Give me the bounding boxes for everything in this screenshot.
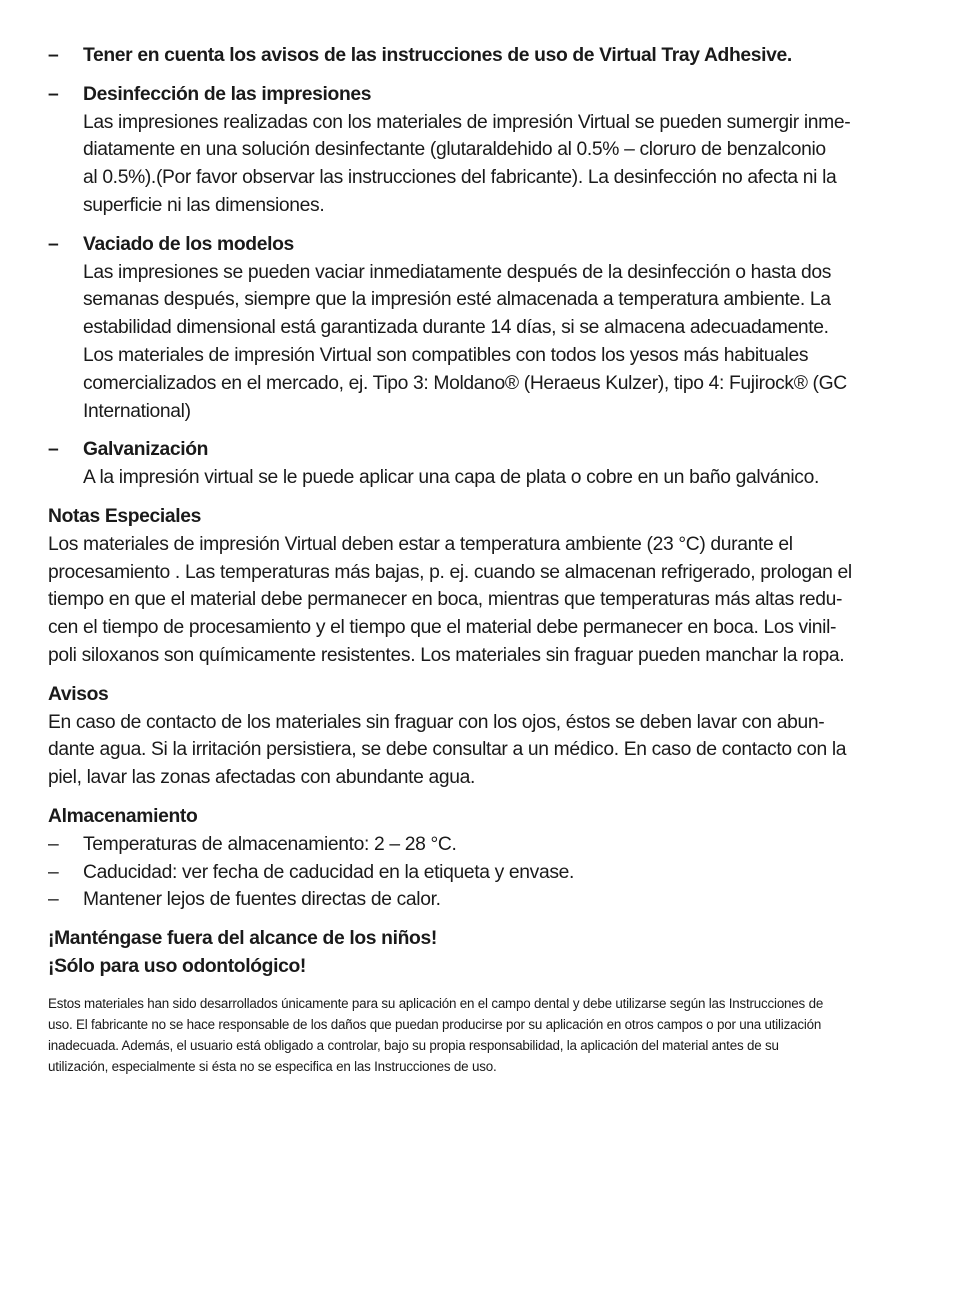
body-line: tiempo en que el material debe permanecer en boca, mientras que temperaturas más altas redu- [48,589,843,611]
body-line: Las impresiones realizadas con los materiales de impresión Virtual se pueden sumergir inme- [83,111,851,133]
storage-text: Temperaturas de almacenamiento: 2 – 28 °C. [83,833,457,855]
avisos-section [48,681,908,792]
dash-bullet: – [48,233,59,255]
notas-especiales-section [48,503,908,670]
instruction-item-desinfeccion [48,81,908,220]
body-line: piel, lavar las zonas afectadas con abundante agua. [48,767,476,789]
body-line: Los materiales de impresión Virtual son compatibles con todos los yesos más habituales [83,344,809,366]
storage-list-item [48,831,908,859]
fine-print-line: Estos materiales han sido desarrollados únicamente para su aplicación en el campo dental y debe utilizarse según las Instrucciones de [48,995,824,1011]
section-heading: Avisos [48,683,109,705]
dash-bullet: – [48,889,59,911]
section-heading: Almacenamiento [48,805,198,827]
body-line: Los materiales de impresión Virtual deben estar a temperatura ambiente (23 °C) durante el [48,533,793,555]
body-line: superficie ni las dimensiones. [83,194,325,216]
storage-list-item [48,859,908,887]
dash-bullet: – [48,861,59,883]
body-line: diatamente en una solución desinfectante (glutaraldehido al 0.5% – cloruro de benzalconio [83,139,826,161]
warning-children: ¡Manténgase fuera del alcance de los niños! [48,928,437,950]
body-line: Las impresiones se pueden vaciar inmediatamente después de la desinfección o hasta dos [83,261,832,283]
body-line: comercializados en el mercado, ej. Tipo 3: Moldano® (Heraeus Kulzer), tipo 4: Fujirock® (GC [83,372,847,394]
dash-bullet: – [48,833,59,855]
instruction-item-galvanizacion [48,436,908,492]
dash-bullet: – [48,83,59,105]
instruction-title: Tener en cuenta los avisos de las instrucciones de uso de Virtual Tray Adhesive. [83,45,792,66]
storage-text: Mantener lejos de fuentes directas de calor. [83,889,441,911]
warnings-block [48,925,908,981]
dash-bullet: – [48,439,59,461]
almacenamiento-section [48,803,908,914]
instruction-title: Vaciado de los modelos [83,233,294,255]
body-line: En caso de contacto de los materiales sin fraguar con los ojos, éstos se deben lavar con abun- [48,711,825,733]
instruction-item-vaciado [48,231,908,426]
body-line: al 0.5%).(Por favor observar las instrucciones del fabricante). La desinfección no afecta ni la [83,167,837,189]
section-heading: Notas Especiales [48,505,202,527]
fine-print-line: utilización, especialmente si ésta no se especifica en las Instrucciones de uso. [48,1058,497,1074]
instruction-title: Desinfección de las impresiones [83,83,372,105]
disclaimer-fine-print [48,993,908,1077]
body-line: International) [83,400,191,422]
document-page [48,42,908,1077]
warning-dental-use: ¡Sólo para uso odontológico! [48,955,306,977]
dash-bullet: – [48,45,59,66]
body-line: poli siloxanos son químicamente resistentes. Los materiales sin fraguar pueden manchar la ropa. [48,644,845,666]
body-line: dante agua. Si la irritación persistiera, se debe consultar a un médico. En caso de contacto con la [48,739,847,761]
instruction-title: Galvanización [83,439,209,461]
fine-print-line: uso. El fabricante no se hace responsable de los daños que puedan producirse por su aplicación en otros campos o por una utilización [48,1016,822,1032]
body-line: procesamiento . Las temperaturas más bajas, p. ej. cuando se almacenan refrigerado, prologan el [48,561,852,583]
body-line: estabilidad dimensional está garantizada durante 14 días, si se almacena adecuadamente. [83,317,829,339]
storage-list-item [48,886,908,914]
body-line: semanas después, siempre que la impresión esté almacenada a temperatura ambiente. La [83,289,831,311]
storage-text: Caducidad: ver fecha de caducidad en la etiqueta y envase. [83,861,575,883]
body-line: A la impresión virtual se le puede aplicar una capa de plata o cobre en un baño galvánico. [83,467,819,489]
body-line: cen el tiempo de procesamiento y el tiempo que el material debe permanecer en boca. Los vinil- [48,617,837,639]
instruction-item-virtual-tray-adhesive [48,42,908,70]
fine-print-line: inadecuada. Además, el usuario está obligado a controlar, bajo su propia responsabilidad, la aplicación del material antes de su [48,1037,779,1053]
